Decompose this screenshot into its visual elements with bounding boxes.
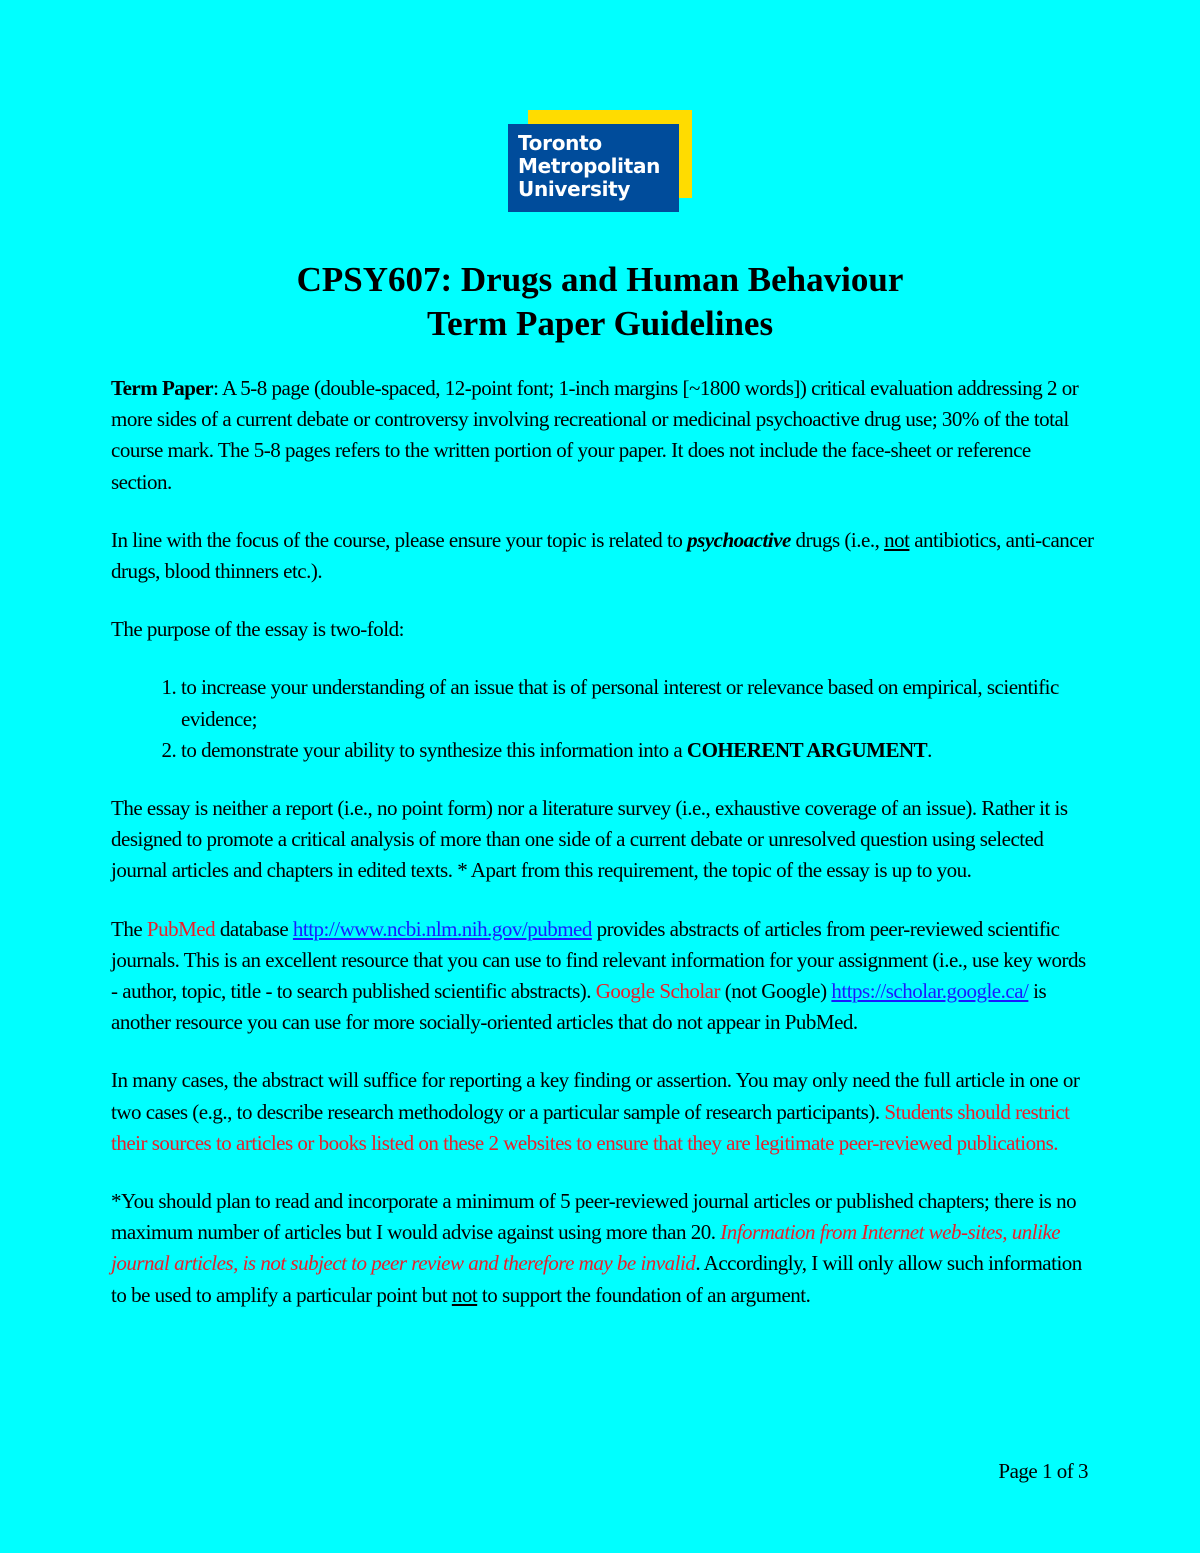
sources-restriction-warning: Students should restrict their sources to articles or books listed on these 2 websites to ensure that they are legitimate peer-reviewed publications. [111, 1099, 1070, 1155]
psychoactive-emphasis: psychoactive [687, 527, 791, 552]
pubmed-link[interactable]: http://www.ncbi.nlm.nih.gov/pubmed [292, 916, 592, 941]
pubmed-name: PubMed [146, 916, 216, 941]
logo-line-1: Toronto [518, 131, 602, 155]
term-paper-label: Term Paper [111, 376, 214, 400]
paragraph-purpose: The purpose of the essay is two-fold: [111, 617, 404, 642]
not-underlined-2: not [451, 1282, 478, 1307]
articles-text-b: . Accordingly, I will only allow such information to be used to amplify a particular point but [111, 1251, 1082, 1307]
internet-warning: Information from Internet web-sites, unlike journal articles, is not subject to peer review and therefore may be invalid [111, 1220, 1061, 1276]
paragraph-topic-focus [111, 525, 1096, 587]
articles-text-a: *You should plan to read and incorporate a minimum of 5 peer-reviewed journal articles or published chapters; there is no maximum number of articles but I would advise against using more than 20. [111, 1189, 1077, 1245]
articles-text-c: to support the foundation of an argument. [477, 1282, 811, 1307]
google-scholar-link[interactable]: https://scholar.google.ca/ [831, 979, 1029, 1004]
coherent-argument-bold: COHERENT ARGUMENT [686, 737, 928, 762]
paragraph-term-paper [111, 373, 1096, 498]
list-item [181, 672, 1096, 734]
logo-blue-box [508, 124, 679, 212]
logo-line-3: University [518, 177, 631, 201]
google-scholar-name: Google Scholar [595, 979, 720, 1004]
course-title: CPSY607: Drugs and Human Behaviour [296, 260, 904, 299]
db-text-c: provides abstracts of articles from peer-reviewed scientific journals. This is an excellent resource that you can use to find relevant information for your assignment (i.e., use key words - author, topic, title - to search published scientific abstracts). [111, 916, 1086, 1004]
document-title: Term Paper Guidelines [426, 304, 774, 343]
list-item-1-text: to increase your understanding of an issue that is of personal interest or relevance based on empirical, scientific evidence; [181, 675, 1059, 731]
abstracts-text: In many cases, the abstract will suffice for reporting a key finding or assertion. You may only need the full article in one or two cases (e.g., to describe research methodology or a particular sample of research participants). [111, 1068, 1080, 1124]
list-item-2-text-a: to demonstrate your ability to synthesize this information into a [181, 737, 687, 762]
paragraph-abstracts [111, 1065, 1096, 1159]
db-text-a: The [111, 916, 147, 941]
list-item-2-text-b: . [927, 737, 932, 762]
db-text-b: database [215, 916, 293, 941]
paragraph-minimum-articles [111, 1186, 1096, 1311]
term-paper-text: : A 5-8 page (double-spaced, 12-point font; 1-inch margins [~1800 words]) critical evaluation addressing 2 or more sides of a current debate or controversy involving recreational or medicinal psychoactive drug use; 30% of the total course mark. The 5-8 pages refers to the written portion of your paper. It does not include the face-sheet or reference section. [111, 376, 1079, 494]
paragraph-essay-description: The essay is neither a report (i.e., no point form) nor a literature survey (i.e., exhaustive coverage of an issue). Rather it is designed to promote a critical analysis of more than one side of a current debate or unresolved question using selected journal articles and chapters in edited texts. * Apart from this requirement, the topic of the essay is up to you. [111, 796, 1068, 883]
db-text-d: (not Google) [719, 979, 832, 1004]
topic-text-c: antibiotics, anti-cancer drugs, blood thinners etc.). [111, 527, 1094, 584]
purpose-list [111, 672, 1096, 766]
topic-text-a: In line with the focus of the course, please ensure your topic is related to [111, 527, 688, 552]
document-body [111, 373, 1096, 1338]
list-item [181, 735, 1096, 766]
paragraph-databases [111, 914, 1096, 1039]
logo-line-2: Metropolitan [518, 154, 661, 178]
not-underlined: not [884, 527, 910, 552]
db-text-e: is another resource you can use for more socially-oriented articles that do not appear in PubMed. [111, 979, 1047, 1035]
topic-text-b: drugs (i.e., [790, 527, 885, 552]
university-logo [508, 110, 692, 212]
page-number: Page 1 of 3 [998, 1459, 1088, 1483]
